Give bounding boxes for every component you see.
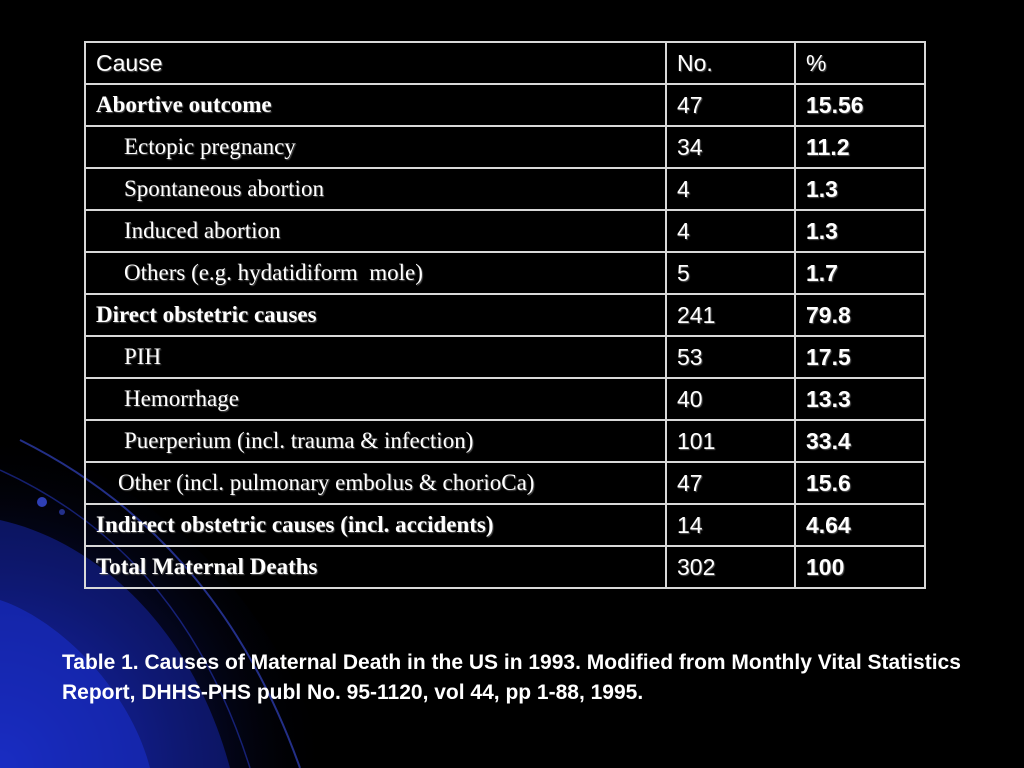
row-no: 53 (666, 336, 795, 378)
row-pct: 100 (795, 546, 925, 588)
table-row (85, 168, 925, 210)
row-no: 4 (666, 210, 795, 252)
row-cause: Puerperium (incl. trauma & infection) (85, 420, 666, 462)
row-no: 4 (666, 168, 795, 210)
causes-table-container (84, 41, 924, 589)
row-pct: 1.7 (795, 252, 925, 294)
table-row (85, 210, 925, 252)
row-pct: 15.6 (795, 462, 925, 504)
row-no: 40 (666, 378, 795, 420)
row-no: 302 (666, 546, 795, 588)
row-pct: 17.5 (795, 336, 925, 378)
row-cause: Total Maternal Deaths (85, 546, 666, 588)
table-row (85, 378, 925, 420)
row-no: 14 (666, 504, 795, 546)
table-row (85, 546, 925, 588)
row-cause: Direct obstetric causes (85, 294, 666, 336)
row-cause: Induced abortion (85, 210, 666, 252)
header-cause: Cause (85, 42, 666, 84)
causes-table (84, 41, 926, 589)
row-pct: 1.3 (795, 168, 925, 210)
row-no: 47 (666, 462, 795, 504)
row-cause: Other (incl. pulmonary embolus & chorioCa) (85, 462, 666, 504)
header-pct: % (795, 42, 925, 84)
table-row (85, 462, 925, 504)
row-pct: 11.2 (795, 126, 925, 168)
table-row (85, 126, 925, 168)
table-row (85, 294, 925, 336)
row-cause: Hemorrhage (85, 378, 666, 420)
row-cause: Ectopic pregnancy (85, 126, 666, 168)
table-row (85, 420, 925, 462)
table-row (85, 84, 925, 126)
row-cause: Spontaneous abortion (85, 168, 666, 210)
header-no: No. (666, 42, 795, 84)
row-pct: 4.64 (795, 504, 925, 546)
row-pct: 79.8 (795, 294, 925, 336)
table-row (85, 336, 925, 378)
row-no: 101 (666, 420, 795, 462)
table-caption: Table 1. Causes of Maternal Death in the US in 1993. Modified from Monthly Vital Statistics Report, DHHS-PHS publ No. 95-1120, vol 44, pp 1-88, 1995. (62, 651, 961, 704)
row-cause: Others (e.g. hydatidiform mole) (85, 252, 666, 294)
row-pct: 15.56 (795, 84, 925, 126)
row-cause: PIH (85, 336, 666, 378)
row-pct: 13.3 (795, 378, 925, 420)
row-no: 47 (666, 84, 795, 126)
row-no: 5 (666, 252, 795, 294)
row-cause: Abortive outcome (85, 84, 666, 126)
table-header-row (85, 42, 925, 84)
row-pct: 1.3 (795, 210, 925, 252)
row-pct: 33.4 (795, 420, 925, 462)
table-row (85, 252, 925, 294)
row-cause: Indirect obstetric causes (incl. accidents) (85, 504, 666, 546)
row-no: 34 (666, 126, 795, 168)
row-no: 241 (666, 294, 795, 336)
table-row (85, 504, 925, 546)
